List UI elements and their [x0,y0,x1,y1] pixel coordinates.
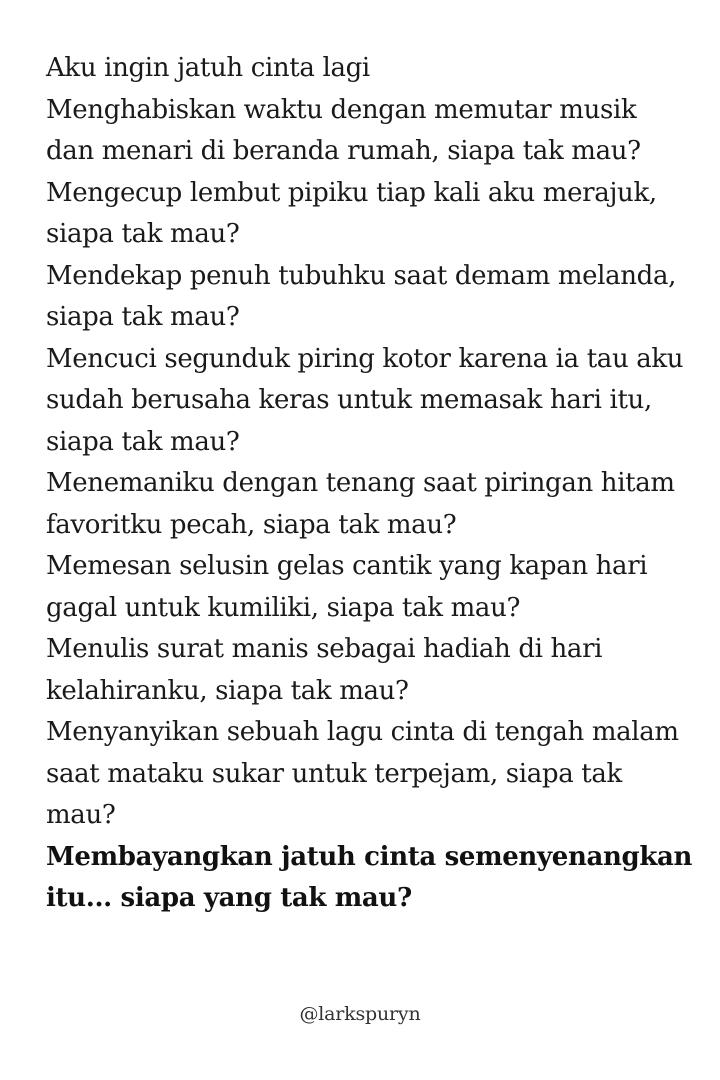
poem-line: mau? [46,800,116,830]
poem-line: Menyanyikan sebuah lagu cinta di tengah malam [46,717,679,747]
poem-line: favoritku pecah, siapa tak mau? [46,509,457,540]
poem-line: Aku ingin jatuh cinta lagi [46,53,370,83]
poem-line: Menemaniku dengan tenang saat piringan hitam [46,468,675,498]
poem-line: siapa tak mau? [46,219,240,249]
poem-line: gagal untuk kumiliki, siapa tak mau? [46,592,521,623]
poem-closing-line: Membayangkan jatuh cinta semenyenangkan [46,841,693,872]
poem-line: Memesan selusin gelas cantik yang kapan hari [46,551,648,581]
poem-line: Menulis surat manis sebagai hadiah di hari [46,634,603,664]
poem-closing-line: itu... siapa yang tak mau? [46,883,412,913]
poem-line: Mencuci segunduk piring kotor karena ia tau aku [46,343,684,374]
poem-line: saat mataku sukar untuk terpejam, siapa tak [46,758,622,789]
poem-line: kelahiranku, siapa tak mau? [46,675,409,706]
poem-line: siapa tak mau? [46,302,240,332]
poem-line: siapa tak mau? [46,426,240,457]
poem-line: Mendekap penuh tubuhku saat demam melanda, [46,260,677,291]
poem-text [46,48,693,920]
poem-line: Menghabiskan waktu dengan memutar musik [46,94,637,125]
poem-line: Mengecup lembut pipiku tiap kali aku merajuk, [46,177,657,208]
author-handle: @larkspuryn [299,1003,421,1025]
poem-line: sudah berusaha keras untuk memasak hari itu, [46,385,652,415]
poem-line: dan menari di beranda rumah, siapa tak mau? [46,136,641,166]
